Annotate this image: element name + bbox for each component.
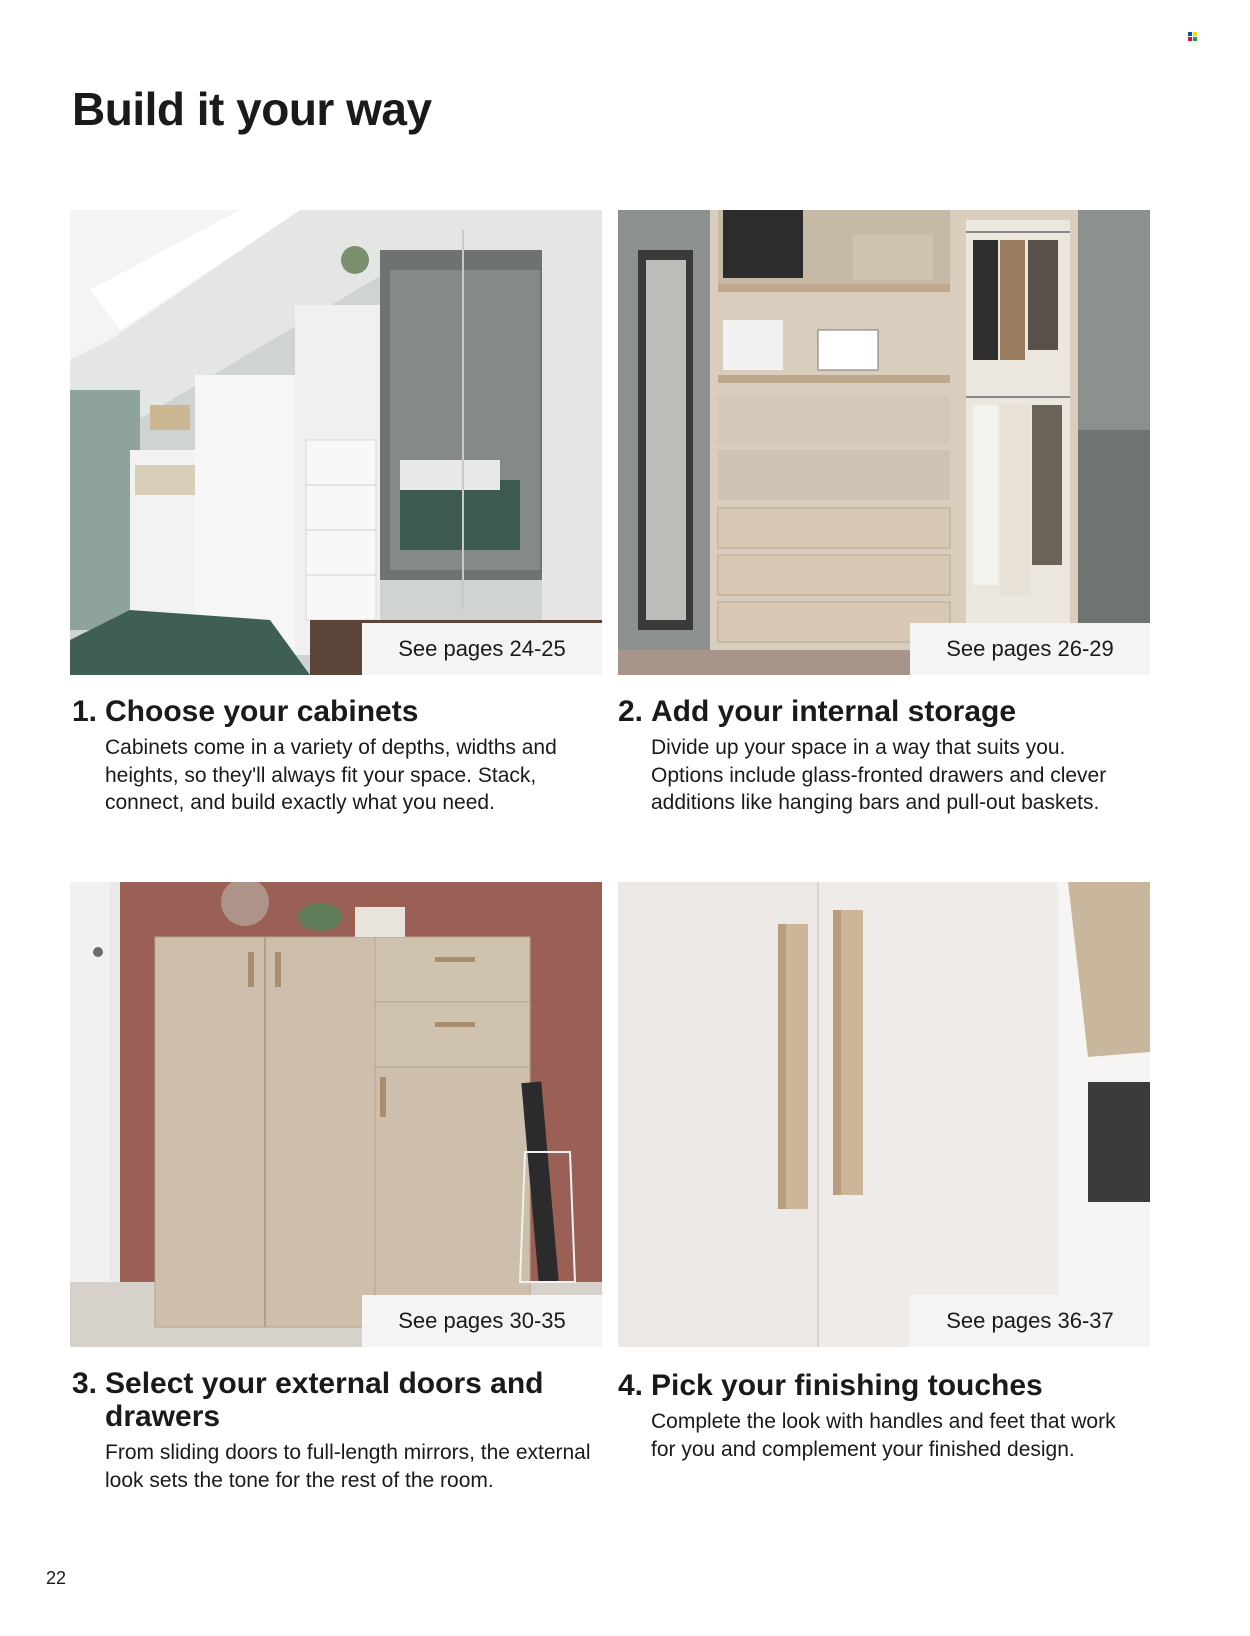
attic-bedroom-image [70,210,602,675]
step-number: 4. [618,1369,644,1402]
step-choose-cabinets [72,695,592,817]
step-description: From sliding doors to full-length mirrors, the external look sets the tone for the rest of the room. [105,1441,591,1492]
step-number: 2. [618,695,644,728]
step-title: Add your internal storage [651,695,1017,728]
sideboard-image [70,882,602,1347]
page-title: Build it your way [72,83,432,135]
handles-image [618,882,1150,1347]
step-description: Divide up your space in a way that suits you. Options include glass-fronted drawers and clever additions like hanging bars and pull-out baskets. [651,736,1107,814]
photo-attic-cabinets [70,210,602,675]
photo-external-doors [70,882,602,1347]
see-pages-label: See pages 36-37 [910,1295,1150,1347]
see-pages-label: See pages 24-25 [362,623,602,675]
step-title: Select your external doors and drawers [105,1367,544,1433]
see-pages-label: See pages 26-29 [910,623,1150,675]
step-number: 1. [72,695,98,728]
see-pages-label: See pages 30-35 [362,1295,602,1347]
step-external-doors [72,1367,592,1494]
photo-internal-storage [618,210,1150,675]
step-title: Choose your cabinets [105,695,419,728]
step-finishing-touches [618,1369,1138,1463]
step-description: Complete the look with handles and feet that work for you and complement your finished design. [651,1410,1116,1461]
page-number: 22 [46,1568,67,1588]
wardrobe-interior-image [618,210,1150,675]
step-number: 3. [72,1367,98,1400]
step-description: Cabinets come in a variety of depths, widths and heights, so they'll always fit your space. Stack, connect, and build exactly what you need. [105,736,557,814]
step-title: Pick your finishing touches [651,1369,1043,1402]
brand-logo-icon [1188,32,1198,42]
photo-finishing-touches [618,882,1150,1347]
step-internal-storage [618,695,1138,817]
